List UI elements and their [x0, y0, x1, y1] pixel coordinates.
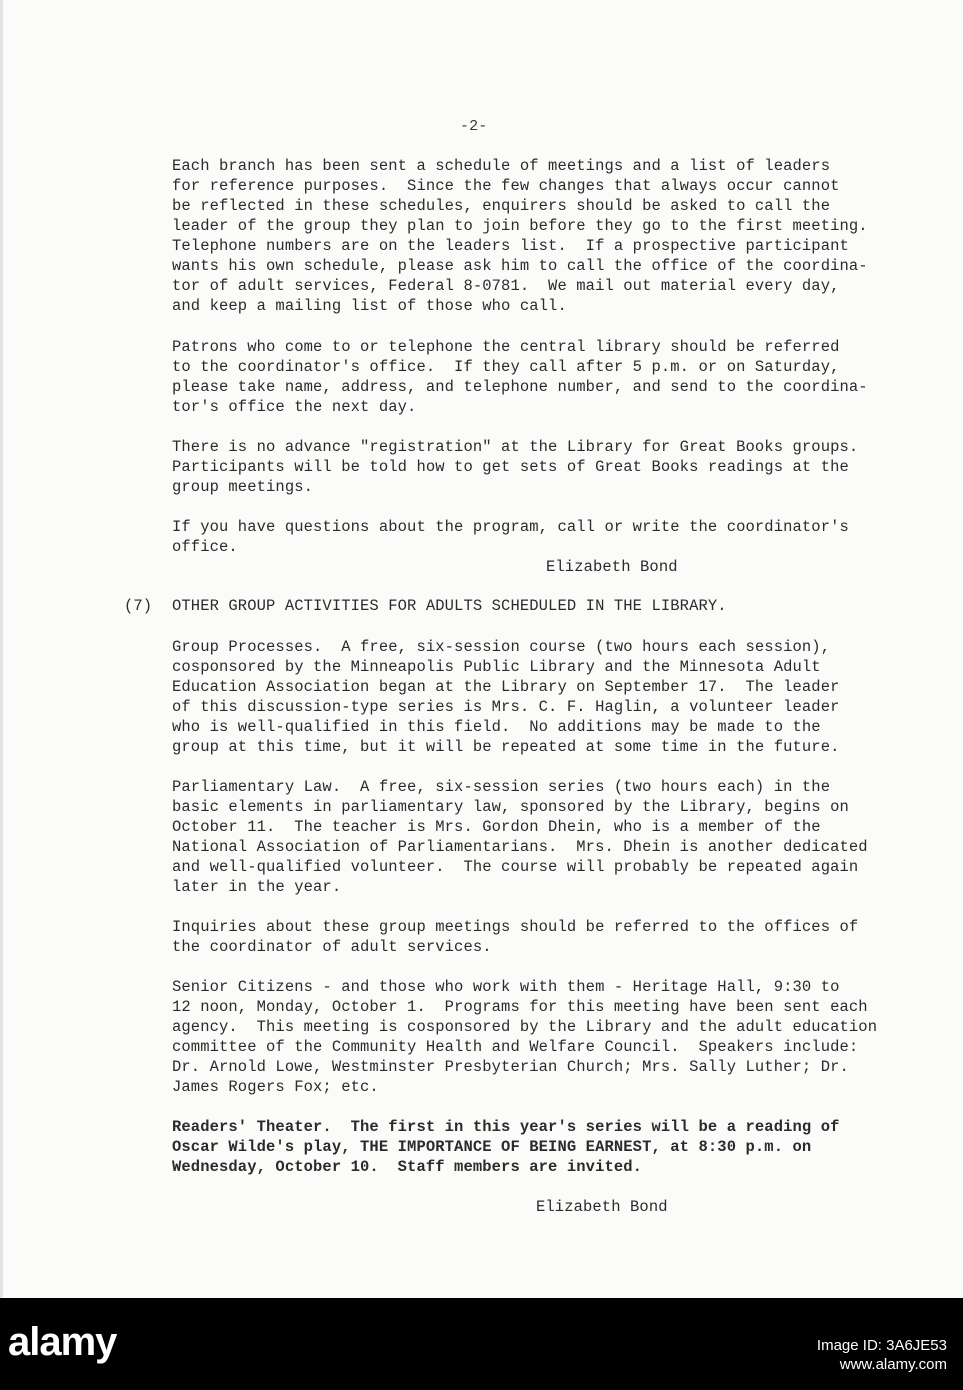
page-number: -2- — [460, 118, 488, 135]
para8-line: James Rogers Fox; etc. — [172, 1078, 379, 1096]
para9-line: Readers' Theater. The first in this year's series will be a reading of — [172, 1118, 840, 1136]
para1-line: be reflected in these schedules, enquirers should be asked to call the — [172, 197, 831, 215]
para5-line: Group Processes. A free, six-session course (two hours each session), — [172, 638, 831, 656]
para8-line: agency. This meeting is cosponsored by the Library and the adult education — [172, 1018, 878, 1036]
para6-line: and well-qualified volunteer. The course will probably be repeated again — [172, 858, 859, 876]
para8-line: 12 noon, Monday, October 1. Programs for this meeting have been sent each — [172, 998, 868, 1016]
para8-line: Dr. Arnold Lowe, Westminster Presbyterian Church; Mrs. Sally Luther; Dr. — [172, 1058, 849, 1076]
para8-line: committee of the Community Health and Welfare Council. Speakers include: — [172, 1038, 859, 1056]
para6-line: later in the year. — [172, 878, 342, 896]
para6-line: Parliamentary Law. A free, six-session series (two hours each) in the — [172, 778, 831, 796]
para9-line: Oscar Wilde's play, THE IMPORTANCE OF BEING EARNEST, at 8:30 p.m. on — [172, 1138, 812, 1156]
para3-line: Participants will be told how to get sets of Great Books readings at the — [172, 458, 849, 476]
para6-line: basic elements in parliamentary law, sponsored by the Library, begins on — [172, 798, 849, 816]
para1-line: leader of the group they plan to join before they go to the first meeting. — [172, 217, 868, 235]
image-id: Image ID: 3A6JE53 — [816, 1337, 947, 1354]
para8-line: Senior Citizens - and those who work with them - Heritage Hall, 9:30 to — [172, 978, 840, 996]
para3-line: There is no advance "registration" at the Library for Great Books groups. — [172, 438, 859, 456]
watermark-logo: alamy — [8, 1320, 117, 1364]
para7-line: Inquiries about these group meetings should be referred to the offices of — [172, 918, 859, 936]
para5-line: Education Association began at the Library on September 17. The leader — [172, 678, 840, 696]
para1-line: for reference purposes. Since the few changes that always occur cannot — [172, 177, 840, 195]
para2-line: tor's office the next day. — [172, 398, 417, 416]
para1-line: Each branch has been sent a schedule of meetings and a list of leaders — [172, 157, 831, 175]
image-reference — [817, 1336, 947, 1374]
para3-line: group meetings. — [172, 478, 314, 496]
para5-line: of this discussion-type series is Mrs. C. F. Haglin, a volunteer leader — [172, 698, 840, 716]
para1-line: tor of adult services, Federal 8-0781. We mail out material every day, — [172, 277, 840, 295]
section-number: (7) — [124, 597, 153, 615]
para9-line: Wednesday, October 10. Staff members are invited. — [172, 1158, 643, 1176]
para2-line: please take name, address, and telephone number, and send to the coordina- — [172, 378, 868, 396]
para1-line: and keep a mailing list of those who call. — [172, 297, 567, 315]
site-url: www.alamy.com — [839, 1356, 947, 1373]
para1-line: wants his own schedule, please ask him to call the office of the coordina- — [172, 257, 868, 275]
signature: Elizabeth Bond — [536, 1198, 668, 1216]
para2-line: Patrons who come to or telephone the central library should be referred — [172, 338, 840, 356]
para2-line: to the coordinator's office. If they call after 5 p.m. or on Saturday, — [172, 358, 840, 376]
para4-line: If you have questions about the program, call or write the coordinator's — [172, 518, 849, 536]
para5-line: who is well-qualified in this field. No additions may be made to the — [172, 718, 821, 736]
para1-line: Telephone numbers are on the leaders list. If a prospective participant — [172, 237, 849, 255]
signature: Elizabeth Bond — [546, 558, 678, 576]
section-title: OTHER GROUP ACTIVITIES FOR ADULTS SCHEDULED IN THE LIBRARY. — [172, 597, 727, 615]
para4-line: office. — [172, 538, 238, 556]
para5-line: cosponsored by the Minneapolis Public Library and the Minnesota Adult — [172, 658, 821, 676]
para6-line: National Association of Parliamentarians. Mrs. Dhein is another dedicated — [172, 838, 868, 856]
para6-line: October 11. The teacher is Mrs. Gordon Dhein, who is a member of the — [172, 818, 821, 836]
para7-line: the coordinator of adult services. — [172, 938, 492, 956]
para5-line: group at this time, but it will be repeated at some time in the future. — [172, 738, 840, 756]
